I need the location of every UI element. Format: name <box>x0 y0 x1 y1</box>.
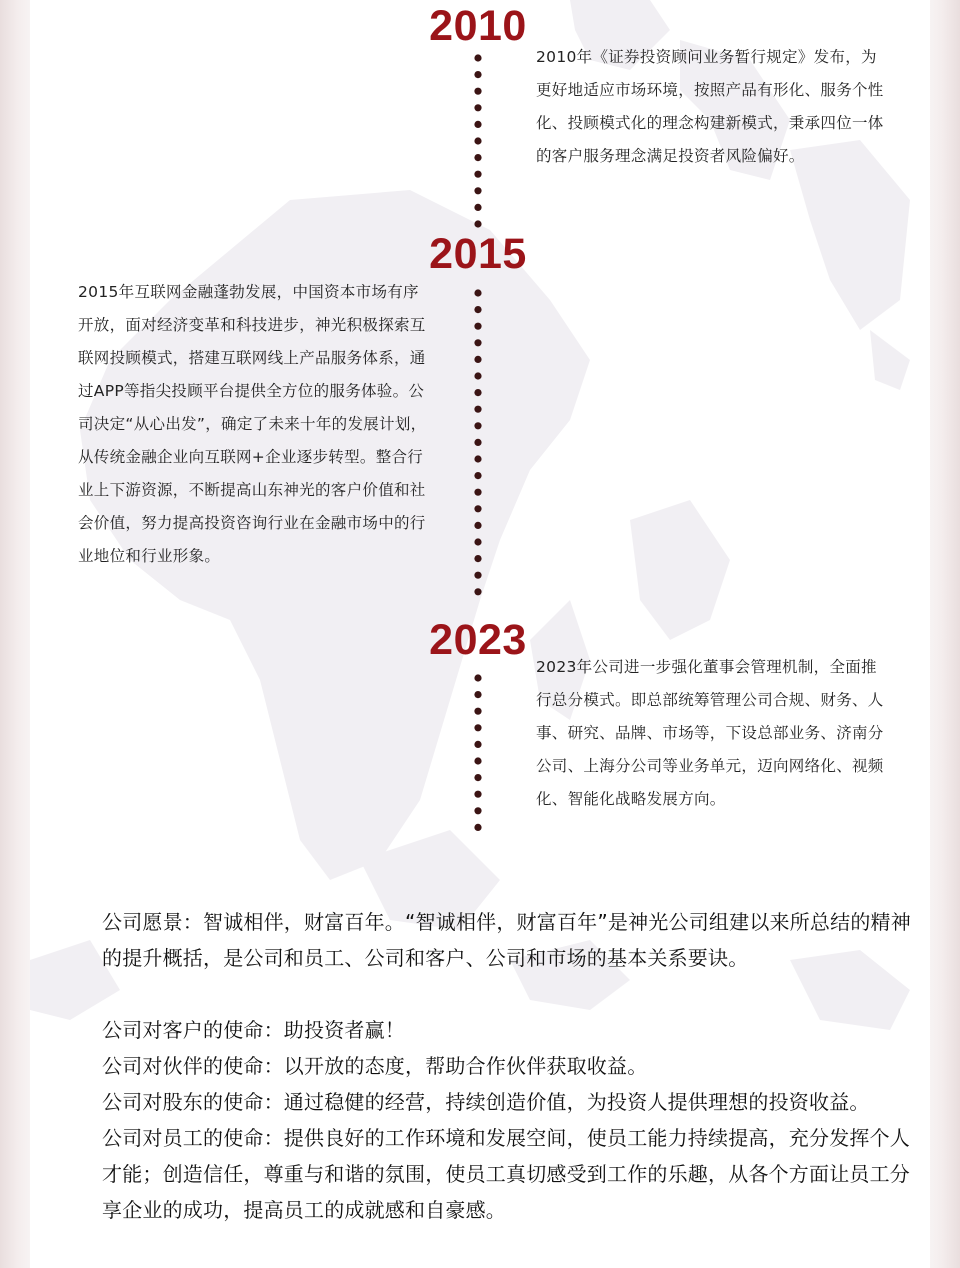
timeline-dot <box>474 505 481 512</box>
year-label-2023: 2023 <box>429 616 527 664</box>
timeline-dot <box>474 791 481 798</box>
timeline-dot <box>474 439 481 446</box>
timeline-dot <box>474 121 481 128</box>
timeline-dot <box>474 522 481 529</box>
timeline-dot <box>474 555 481 562</box>
timeline-dot <box>474 289 481 296</box>
timeline-dot <box>474 489 481 496</box>
content-panel <box>30 0 930 1268</box>
mission-customers: 公司对客户的使命：助投资者赢！ <box>102 1018 405 1042</box>
timeline-dot <box>474 807 481 814</box>
timeline-dot <box>474 588 481 595</box>
year-label-2010: 2010 <box>429 2 527 50</box>
timeline-entry-2010: 2010年《证券投资顾问业务暂行规定》发布，为更好地适应市场环境，按照产品有形化、服务个性化、投顾模式化的理念构建新模式，秉承四位一体的客户服务理念满足投资者风险偏好。 <box>536 48 884 165</box>
company-missions <box>102 1012 922 1228</box>
timeline-dot <box>474 88 481 95</box>
timeline-dot <box>474 708 481 715</box>
mission-shareholders: 公司对股东的使命：通过稳健的经营，持续创造价值，为投资人提供理想的投资收益。 <box>102 1090 870 1114</box>
timeline-dot <box>474 323 481 330</box>
year-label-2015: 2015 <box>429 230 527 278</box>
timeline-dot <box>474 741 481 748</box>
timeline-dot <box>474 356 481 363</box>
timeline-dot <box>474 774 481 781</box>
timeline-dot <box>474 572 481 579</box>
timeline-dot <box>474 306 481 313</box>
timeline-entry-2023: 2023年公司进一步强化董事会管理机制，全面推行总分模式。即总部统筹管理公司合规、财务、人事、研究、品牌、市场等，下设总部业务、济南分公司、上海分公司等业务单元，迈向网络化、视频化、智能化战略发展方向。 <box>536 658 884 808</box>
timeline-dot <box>474 54 481 61</box>
mission-partners: 公司对伙伴的使命：以开放的态度，帮助合作伙伴获取收益。 <box>102 1054 648 1078</box>
timeline-dot <box>474 472 481 479</box>
timeline-dot <box>474 187 481 194</box>
timeline-dot <box>474 757 481 764</box>
timeline-dot <box>474 71 481 78</box>
timeline-dot <box>474 824 481 831</box>
company-vision <box>102 904 922 976</box>
timeline-dot <box>474 691 481 698</box>
timeline-dot <box>474 455 481 462</box>
timeline-dot <box>474 538 481 545</box>
timeline-dot <box>474 154 481 161</box>
timeline-dot <box>474 220 481 227</box>
timeline-dot <box>474 339 481 346</box>
timeline-dot <box>474 372 481 379</box>
timeline-dot <box>474 204 481 211</box>
timeline-dot <box>474 724 481 731</box>
mission-employees: 公司对员工的使命：提供良好的工作环境和发展空间，使员工能力持续提高，充分发挥个人才能；创造信任，尊重与和谐的氛围，使员工真切感受到工作的乐趣，从各个方面让员工分享企业的成功，提高员工的成就感和自豪感。 <box>102 1126 910 1222</box>
timeline-dot <box>474 137 481 144</box>
timeline-dot <box>474 406 481 413</box>
timeline-dot <box>474 389 481 396</box>
timeline-dot <box>474 422 481 429</box>
timeline-dot <box>474 104 481 111</box>
timeline-entry-2015: 2015年互联网金融蓬勃发展，中国资本市场有序开放，面对经济变革和科技进步，神光积极探索互联网投顾模式，搭建互联网线上产品服务体系，通过APP等指尖投顾平台提供全方位的服务体验。公司决定“从心出发”，确定了未来十年的发展计划，从传统金融企业向互联网+企业逐步转型。整合行业上下游资源，不断提高山东神光的客户价值和社会价值，努力提高投资咨询行业在金融市场中的行业地位和行业形象。 <box>78 283 427 565</box>
vision-text: 公司愿景：智诚相伴，财富百年。“智诚相伴，财富百年”是神光公司组建以来所总结的精神的提升概括，是公司和员工、公司和客户、公司和市场的基本关系要诀。 <box>102 910 911 970</box>
timeline-dot <box>474 171 481 178</box>
timeline-dot <box>474 674 481 681</box>
